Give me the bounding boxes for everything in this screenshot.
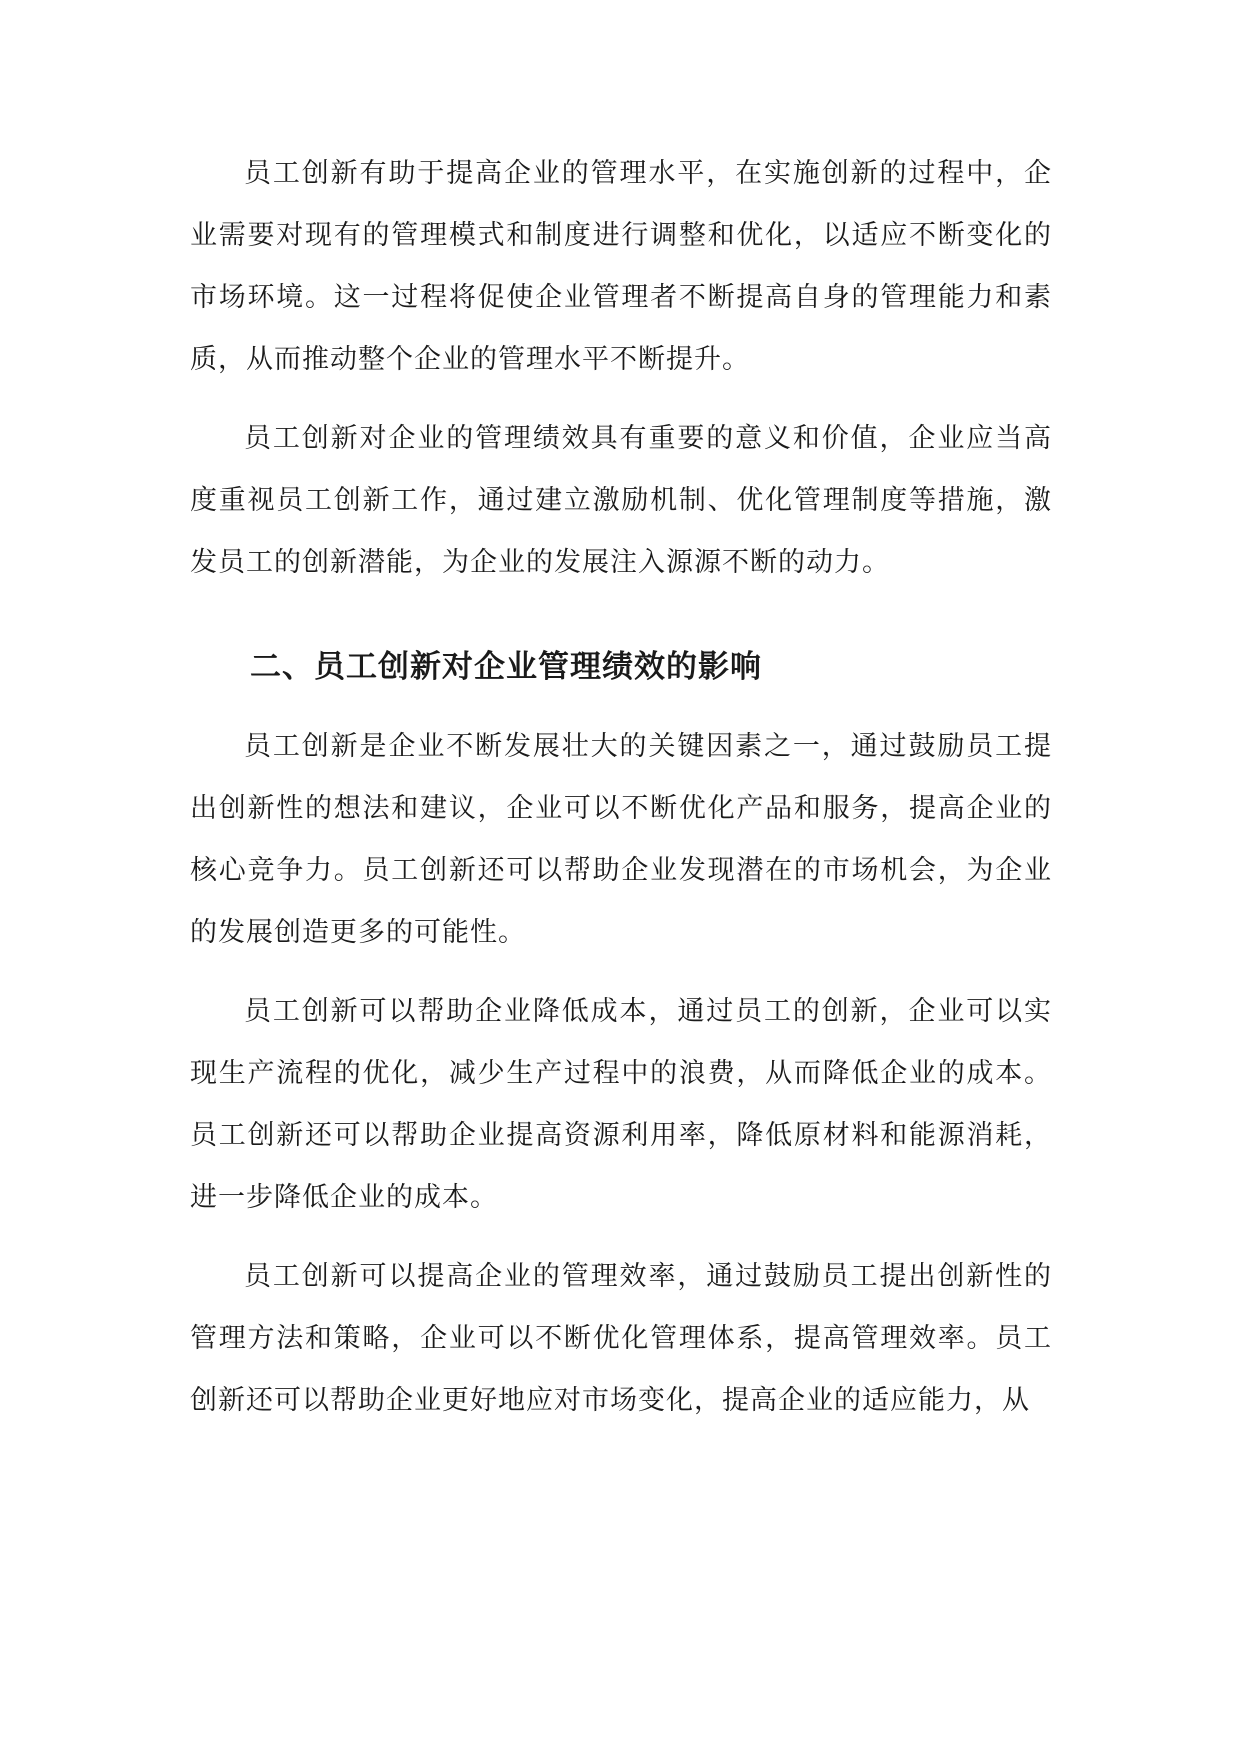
- paragraph-significance: 员工创新对企业的管理绩效具有重要的意义和价值，企业应当高度重视员工创新工作，通过建立激励机制、优化管理制度等措施，激发员工的创新潜能，为企业的发展注入源源不断的动力。: [190, 423, 1052, 578]
- paragraph-key-factor: 员工创新是企业不断发展壮大的关键因素之一，通过鼓励员工提出创新性的想法和建议，企业可以不断优化产品和服务，提高企业的核心竞争力。员工创新还可以帮助企业发现潜在的市场机会，为企业的发展创造更多的可能性。: [190, 731, 1052, 948]
- paragraph-efficiency: 员工创新可以提高企业的管理效率，通过鼓励员工提出创新性的管理方法和策略，企业可以不断优化管理体系，提高管理效率。员工创新还可以帮助企业更好地应对市场变化，提高企业的适应能力，从: [190, 1261, 1052, 1416]
- document-body: [190, 143, 1052, 1449]
- section-heading: 二、员工创新对企业管理绩效的影响: [250, 649, 762, 685]
- paragraph-management-level: 员工创新有助于提高企业的管理水平，在实施创新的过程中，企业需要对现有的管理模式和制度进行调整和优化，以适应不断变化的市场环境。这一过程将促使企业管理者不断提高自身的管理能力和素质，从而推动整个企业的管理水平不断提升。: [190, 158, 1052, 375]
- paragraph-reduce-cost: 员工创新可以帮助企业降低成本，通过员工的创新，企业可以实现生产流程的优化，减少生产过程中的浪费，从而降低企业的成本。员工创新还可以帮助企业提高资源利用率，降低原材料和能源消耗，进一步降低企业的成本。: [190, 996, 1052, 1213]
